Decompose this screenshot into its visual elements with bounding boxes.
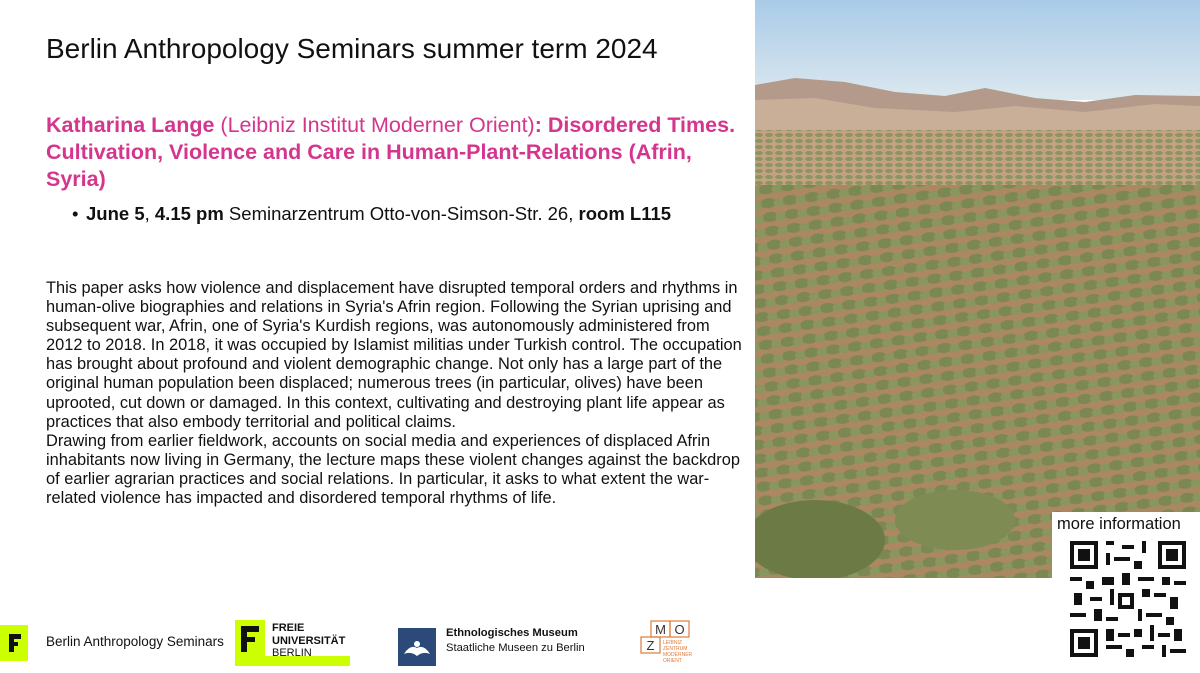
page-title: Berlin Anthropology Seminars summer term 2024 [46, 33, 658, 64]
museum-subtitle: Staatliche Museen zu Berlin [446, 642, 585, 654]
zmo-line-1: LEIBNIZ [663, 640, 682, 646]
bullet-icon: • [72, 203, 79, 224]
talk-title: : Disordered Times. Cultivation, Violence and Care in Human-Plant-Relations (Afrin, Syria) [46, 113, 736, 191]
speaker-name: Katharina Lange [46, 113, 215, 137]
footer-series-label: Berlin Anthropology Seminars [46, 634, 224, 649]
fu-logo-text [272, 622, 345, 660]
abstract-paragraph-2: Drawing from earlier fieldwork, accounts on social media and experiences of displaced Afrin inhabitants now living in Germany, the lecture maps these violent changes against the backdrop of earlier agrarian practices and social relations. In particular, it asks to what extent the war-related violence has impacted and disordered temporal rhythms of life. [46, 431, 740, 508]
zmo-letter-m: M [655, 622, 666, 637]
zmo-line-3: MODERNER [663, 652, 693, 658]
talk-date: June 5 [86, 203, 145, 224]
fu-line-3: BERLIN [272, 647, 312, 659]
talk-time: 4.15 pm [154, 203, 224, 224]
talk-room: room L115 [578, 203, 672, 224]
zmo-letter-o: O [674, 622, 685, 637]
talk-heading [46, 112, 746, 193]
abstract-paragraph-1: This paper asks how violence and displacement have disrupted temporal orders and rhythms in human-olive biographies and relations in Syria's Afrin region. Following the Syrian uprising and subsequent war, Afrin, one of Syria's Kurdish regions, was autonomously administered from 2012 to 2018. In 2018, it was occupied by Islamist militias under Turkish control. The occupation has brought about profound and violent demographic change. Not only has a large part of the original human population been displaced; numerous trees (in particular, olives) have been uprooted, cut down or damaged. In this context, cultivating and destroying plant life appear as practices that also embody territorial and political claims. [46, 279, 742, 431]
zmo-logo-icon [640, 620, 695, 672]
fu-line-2: UNIVERSITÄT [272, 634, 346, 647]
fu-small-logo-icon [0, 625, 28, 661]
schedule-separator: , [144, 203, 155, 224]
talk-venue: Seminarzentrum Otto-von-Simson-Str. 26, [223, 203, 579, 224]
abstract [46, 279, 746, 508]
more-info-box [1052, 512, 1200, 673]
schedule-bullet [72, 202, 736, 226]
qr-code-icon[interactable] [1070, 541, 1186, 657]
zmo-line-4: ORIENT [663, 658, 682, 664]
museum-text [446, 626, 585, 656]
museum-name: Ethnologisches Museum [446, 627, 578, 639]
zmo-line-2: ZENTRUM [663, 646, 688, 652]
speaker-affiliation: (Leibniz Institut Moderner Orient) [214, 113, 535, 137]
olive-grove-photo [755, 0, 1200, 578]
zmo-letter-z: Z [646, 638, 655, 653]
fu-line-1: FREIE [272, 622, 305, 634]
museum-eagle-logo-icon [398, 628, 436, 666]
more-info-label: more information [1057, 515, 1181, 533]
